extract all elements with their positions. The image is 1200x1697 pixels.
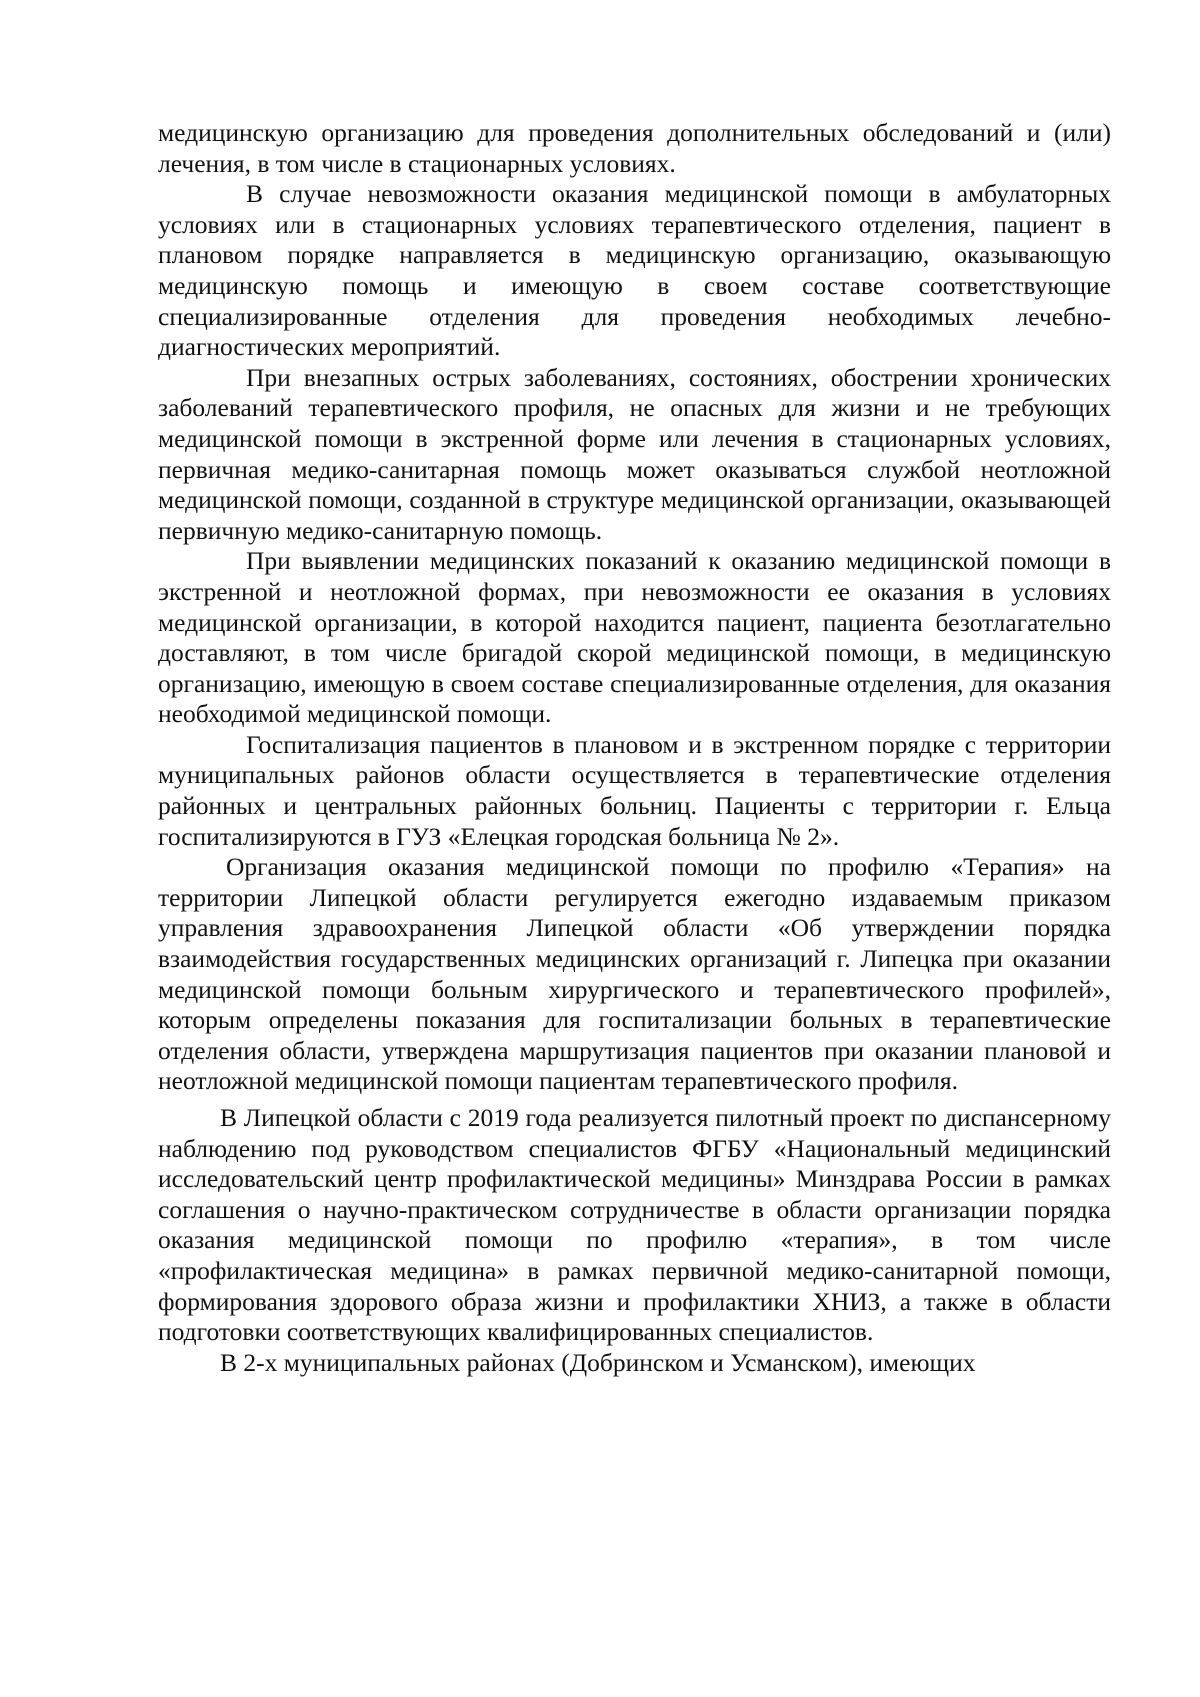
paragraph-impossibility-of-care: В случае невозможности оказания медицинской помощи в амбулаторных условиях или в стационарных условиях терапевтического отделения, пациент в плановом порядке направляется в медицинскую организацию, оказывающую медицинскую помощь и имеющую в своем составе соответствующие специализированные отделения для проведения необходимых лечебно-диагностических мероприятий. — [158, 179, 1111, 362]
paragraph-organization-therapy: Организация оказания медицинской помощи по профилю «Терапия» на территории Липецкой области регулируется ежегодно издаваемым приказом управления здравоохранения Липецкой области «Об утверждении порядка взаимодействия государственных медицинских организаций г. Липецка при оказании медицинской помощи больным хирургического и терапевтического профилей», которым определены показания для госпитализации больных в терапевтические отделения области, утверждена маршрутизация пациентов при оказании плановой и неотложной медицинской помощи пациентам терапевтического профиля. — [158, 852, 1111, 1096]
paragraph-hospitalization: Госпитализация пациентов в плановом и в экстренном порядке с территории муниципальных районов области осуществляется в терапевтические отделения районных и центральных районных больниц. Пациенты с территории г. Ельца госпитализируются в ГУЗ «Елецкая городская больница № 2». — [158, 729, 1111, 851]
paragraph-acute-conditions: При внезапных острых заболеваниях, состояниях, обострении хронических заболеваний терапевтического профиля, не опасных для жизни и не требующих медицинской помощи в экстренной форме или лечения в стационарных условиях, первичная медико-санитарная помощь может оказываться службой неотложной медицинской помощи, созданной в структуре медицинской организации, оказывающей первичную медико-санитарную помощь. — [158, 362, 1111, 545]
document-body — [158, 118, 1111, 1378]
paragraph-emergency-indications: При выявлении медицинских показаний к оказанию медицинской помощи в экстренной и неотложной формах, при невозможности ее оказания в условиях медицинской организации, в которой находится пациент, пациента безотлагательно доставляют, в том числе бригадой скорой медицинской помощи, в медицинскую организацию, имеющую в своем составе специализированные отделения, для оказания необходимой медицинской помощи. — [158, 546, 1111, 729]
paragraph-municipal-districts: В 2-х муниципальных районах (Добринском и Усманском), имеющих — [220, 1347, 976, 1377]
paragraph-continuation: медицинскую организацию для проведения дополнительных обследований и (или) лечения, в том числе в стационарных условиях. — [158, 118, 1111, 178]
paragraph-pilot-project: В Липецкой области с 2019 года реализуется пилотный проект по диспансерному наблюдению под руководством специалистов ФГБУ «Национальный медицинский исследовательский центр профилактической медицины» Минздрава России в рамках соглашения о научно-практическом сотрудничестве в области организации порядка оказания медицинской помощи по профилю «терапия», в том числе «профилактическая медицина» в рамках первичной медико-санитарной помощи, формирования здорового образа жизни и профилактики ХНИЗ, а также в области подготовки соответствующих квалифицированных специалистов. — [158, 1103, 1111, 1347]
